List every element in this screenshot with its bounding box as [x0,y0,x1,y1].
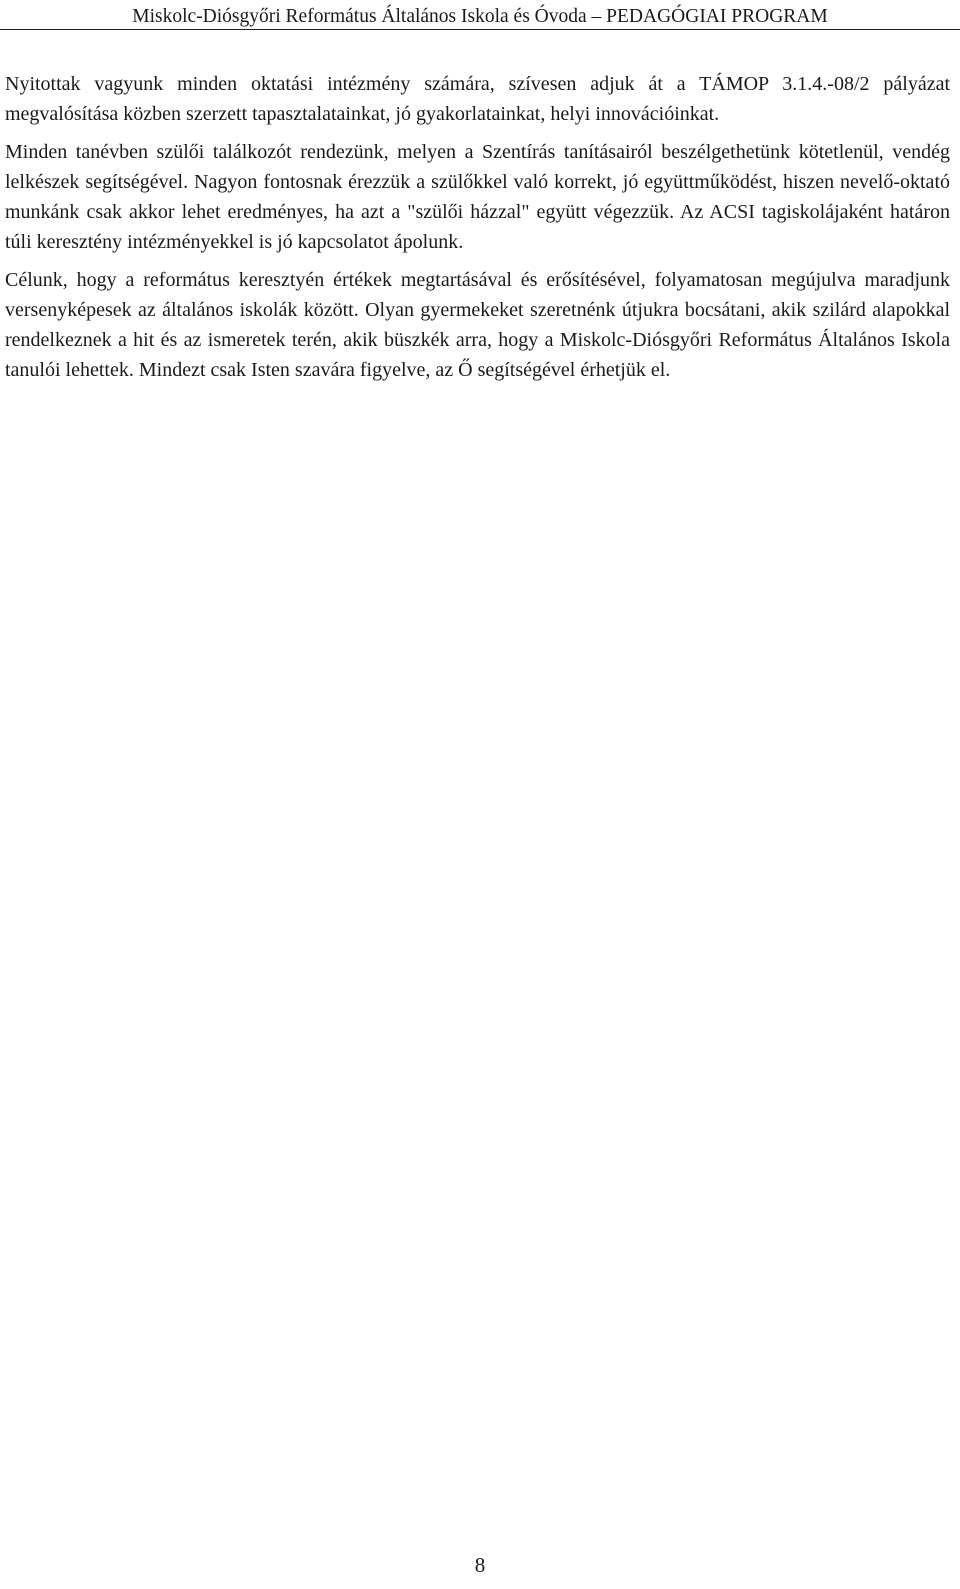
paragraph-goals: Célunk, hogy a református keresztyén értékek megtartásával és erősítésével, folyamatosan megújulva maradjunk versenyképesek az általános iskolák között. Olyan gyermekeket szeretnénk útjukra bocsátani, akik szilárd alapokkal rendelkeznek a hit és az ismeretek terén, akik büszkék arra, hogy a Miskolc-Diósgyőri Református Általános Iskola tanulói lehettek. Mindezt csak Isten szavára figyelve, az Ő segítségével érhetjük el. [5,269,950,381]
paragraph-parents: Minden tanévben szülői találkozót rendezünk, melyen a Szentírás tanításairól beszélgethetünk kötetlenül, vendég lelkészek segítségével. Nagyon fontosnak érezzük a szülőkkel való korrekt, jó együttműködést, hiszen nevelő-oktató munkánk csak akkor lehet eredményes, ha azt a "szülői házzal" együtt végezzük. Az ACSI tagiskolájaként határon túli keresztény intézményekkel is jó kapcsolatot ápolunk. [5,141,950,253]
paragraph-cooperation: Nyitottak vagyunk minden oktatási intézmény számára, szívesen adjuk át a TÁMOP 3.1.4.-08/2 pályázat megvalósítása közben szerzett tapasztalatainkat, jó gyakorlatainkat, helyi innovációinkat. [5,73,950,125]
page-header-title: Miskolc-Diósgyőri Református Általános Iskola és Óvoda – PEDAGÓGIAI PROGRAM [132,6,828,27]
page-header [0,0,960,30]
page-number: 8 [474,1553,486,1577]
document-body [5,69,950,385]
